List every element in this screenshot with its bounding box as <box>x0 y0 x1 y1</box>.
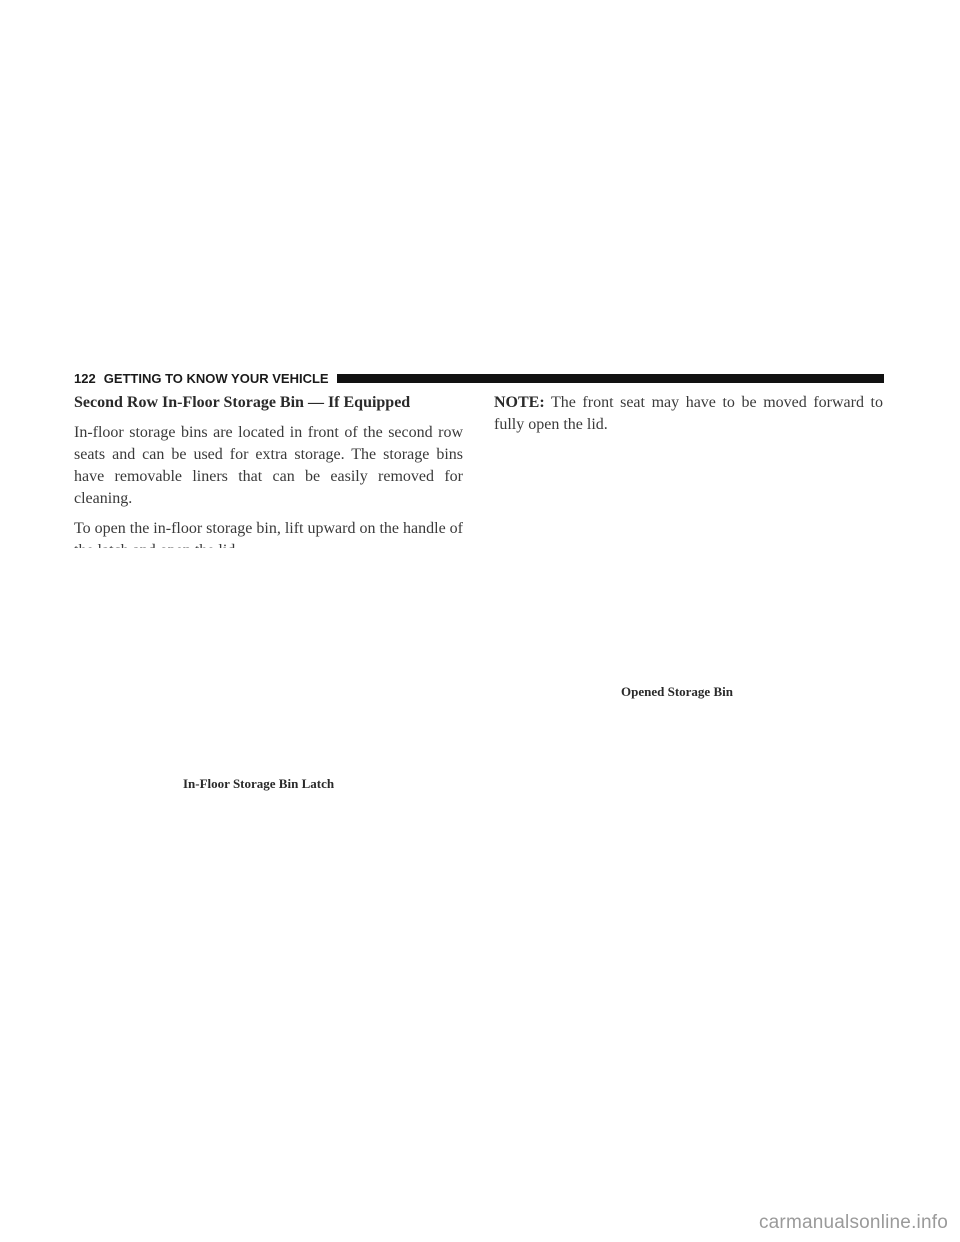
figure-latch-image <box>74 548 463 770</box>
left-column <box>74 392 463 570</box>
right-column <box>494 392 883 436</box>
figure-caption-latch: In-Floor Storage Bin Latch <box>183 776 335 791</box>
page-number: 122 <box>74 370 96 386</box>
header-rule <box>337 374 884 383</box>
paragraph-storage-bins: In-floor storage bins are located in front of the second row seats and can be used for extra storage. The storage bins have removable liners that can be easily removed for cleaning. <box>74 424 463 507</box>
watermark: carmanualsonline.info <box>758 1212 948 1233</box>
section-heading: Second Row In-Floor Storage Bin — If Equipped <box>74 394 411 411</box>
note-text: The front seat may have to be moved forward to fully open the lid. <box>494 394 883 433</box>
section-title: GETTING TO KNOW YOUR VEHICLE <box>103 370 329 386</box>
note-paragraph <box>494 392 883 436</box>
page-header <box>74 369 884 387</box>
note-label: NOTE: <box>494 394 545 411</box>
figure-caption-opened: Opened Storage Bin <box>621 684 733 699</box>
paragraph-open-bin: To open the in-floor storage bin, lift upward on the handle of <box>74 520 463 537</box>
figure-opened-bin-image <box>494 440 883 672</box>
